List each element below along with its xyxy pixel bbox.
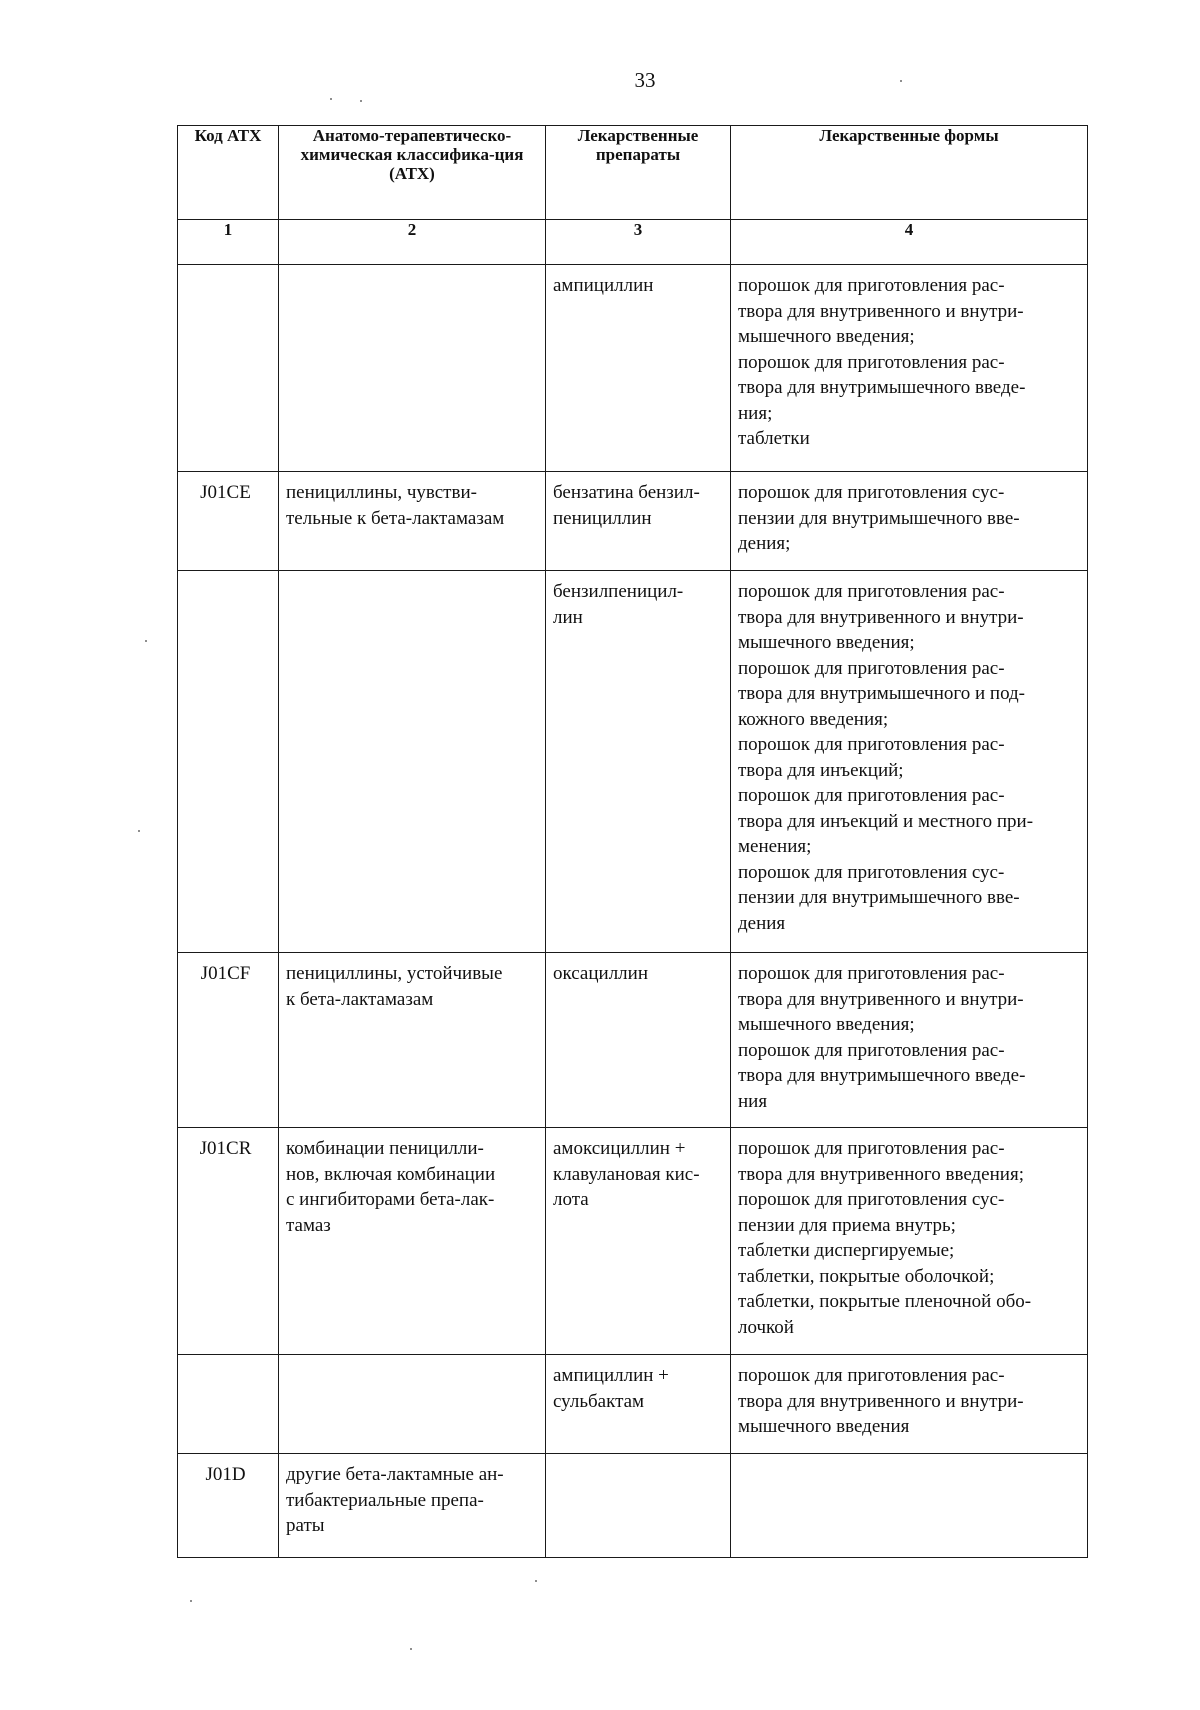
column-number-row xyxy=(178,220,1088,265)
column-number-2: 2 xyxy=(279,220,546,265)
page-number: 33 xyxy=(634,68,656,92)
table-row xyxy=(178,265,1088,472)
table-row xyxy=(178,1454,1088,1558)
drug-cell xyxy=(546,1454,731,1558)
drug-cell: ампициллин + сульбактам xyxy=(546,1355,731,1454)
drug-cell: бензатина бензил- пенициллин xyxy=(546,472,731,571)
form-item: таблетки диспергируемые; xyxy=(738,1240,955,1261)
atx-medicines-table xyxy=(177,125,1088,1558)
form-item: порошок для приготовления рас- твора для внутримышечного и под- кожного введения; xyxy=(738,657,1026,730)
forms-list xyxy=(731,953,1087,1122)
atx-code-cell: J01CR xyxy=(178,1128,279,1355)
atx-code-cell xyxy=(178,1355,279,1454)
classification-cell xyxy=(279,265,546,472)
form-item: порошок для приготовления рас- твора для внутримышечного введе- ния; xyxy=(738,351,1026,424)
classification-cell: пенициллины, устойчивые к бета-лактамазам xyxy=(279,953,546,1128)
classification-cell xyxy=(279,571,546,953)
header-code: Код АТХ xyxy=(178,126,279,220)
form-item: таблетки xyxy=(738,428,810,449)
table-body xyxy=(178,265,1088,1558)
table-row xyxy=(178,571,1088,953)
table-row xyxy=(178,472,1088,571)
form-item: порошок для приготовления сус- пензии для внутримышечного вве- дения; xyxy=(738,482,1020,554)
classification-cell: пенициллины, чувстви- тельные к бета-лактамазам xyxy=(279,472,546,571)
header-forms: Лекарственные формы xyxy=(731,126,1088,220)
header-classification: Анатомо-терапевтическо-химическая классифика-ция (АТХ) xyxy=(279,126,546,220)
forms-list xyxy=(731,1128,1087,1348)
forms-list xyxy=(731,265,1087,460)
form-item: таблетки, покрытые оболочкой; xyxy=(738,1265,995,1287)
table-row xyxy=(178,1128,1088,1355)
atx-code-cell xyxy=(178,571,279,953)
table-header xyxy=(178,126,1088,265)
classification-cell: другие бета-лактамные ан- тибактериальные препа- раты xyxy=(279,1454,546,1558)
forms-cell xyxy=(731,1128,1088,1355)
classification-cell: комбинации пеницилли- нов, включая комбинации с ингибиторами бета-лак- тамаз xyxy=(279,1128,546,1355)
column-number-1: 1 xyxy=(178,220,279,265)
form-item: порошок для приготовления рас- твора для внутримышечного введе- ния xyxy=(738,1039,1026,1112)
column-number-4: 4 xyxy=(731,220,1088,265)
scan-speck xyxy=(900,80,902,82)
scan-speck xyxy=(535,1580,537,1582)
forms-list xyxy=(731,472,1087,565)
form-item: порошок для приготовления рас- твора для инъекций и местного при- менения; xyxy=(738,785,1034,857)
forms-cell xyxy=(731,472,1088,571)
scan-speck xyxy=(330,98,332,100)
classification-cell xyxy=(279,1355,546,1454)
drug-cell: бензилпеницил- лин xyxy=(546,571,731,953)
scan-speck xyxy=(190,1600,192,1602)
forms-cell xyxy=(731,265,1088,472)
forms-list xyxy=(731,1355,1087,1448)
form-item: порошок для приготовления рас- твора для внутривенного введения; xyxy=(738,1138,1024,1185)
drug-cell: ампициллин xyxy=(546,265,731,472)
table-row xyxy=(178,953,1088,1128)
header-row xyxy=(178,126,1088,220)
forms-cell xyxy=(731,1355,1088,1454)
atx-code-cell: J01CF xyxy=(178,953,279,1128)
atx-code-cell xyxy=(178,265,279,472)
forms-cell xyxy=(731,571,1088,953)
header-drugs: Лекарственные препараты xyxy=(546,126,731,220)
form-item: порошок для приготовления рас- твора для внутривенного и внутри- мышечного введения xyxy=(738,1365,1024,1437)
table-row xyxy=(178,1355,1088,1454)
scan-speck xyxy=(360,100,362,102)
form-item: порошок для приготовления сус- пензии для приема внутрь; xyxy=(738,1189,1005,1236)
scan-speck xyxy=(145,640,147,642)
atx-code-cell: J01D xyxy=(178,1454,279,1558)
scan-speck xyxy=(138,830,140,832)
atx-code-cell: J01CE xyxy=(178,472,279,571)
drug-cell: амоксициллин + клавулановая кис- лота xyxy=(546,1128,731,1355)
forms-cell xyxy=(731,953,1088,1128)
form-item: порошок для приготовления рас- твора для внутривенного и внутри- мышечного введения; xyxy=(738,581,1024,653)
forms-cell xyxy=(731,1454,1088,1558)
form-item: порошок для приготовления сус- пензии для внутримышечного вве- дения xyxy=(738,861,1020,934)
column-number-3: 3 xyxy=(546,220,731,265)
forms-list xyxy=(731,571,1087,944)
drug-cell: оксациллин xyxy=(546,953,731,1128)
scan-speck xyxy=(410,1648,412,1650)
form-item: таблетки, покрытые пленочной обо- лочкой xyxy=(738,1291,1032,1338)
form-item: порошок для приготовления рас- твора для внутривенного и внутри- мышечного введения; xyxy=(738,963,1024,1035)
form-item: порошок для приготовления рас- твора для инъекций; xyxy=(738,734,1005,781)
form-item: порошок для приготовления рас- твора для внутривенного и внутри- мышечного введения; xyxy=(738,275,1024,347)
